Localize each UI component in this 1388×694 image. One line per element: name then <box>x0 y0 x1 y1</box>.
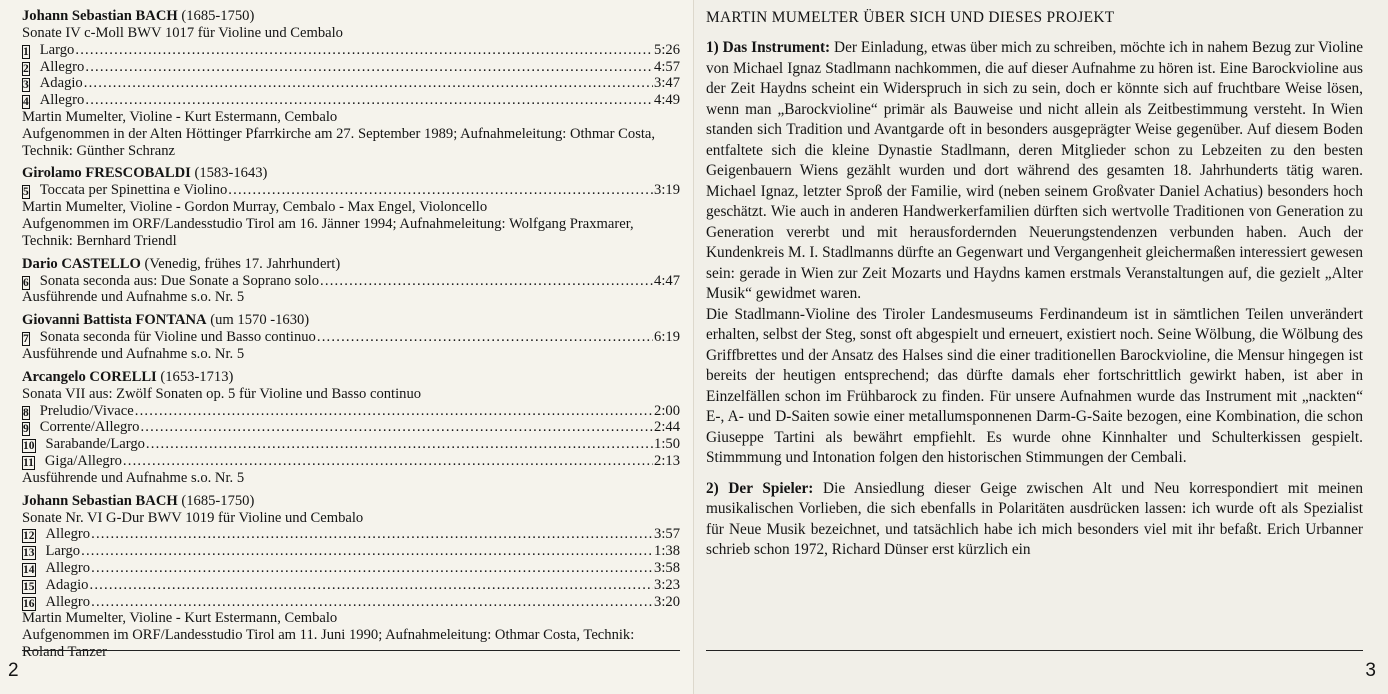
paragraph-violin-details <box>706 305 1363 469</box>
dot-leader <box>91 594 653 611</box>
dot-leader <box>123 453 653 470</box>
right-page <box>694 0 1388 694</box>
credit-line: Aufgenommen im ORF/Landesstudio Tirol am 16. Jänner 1994; Aufnahmeleitung: Wolfgang Praxmarer, Technik: Bernhard Triendl <box>22 215 634 249</box>
track-number-box: 2 <box>23 62 29 75</box>
dot-leader <box>89 577 653 594</box>
footer-rule-right <box>706 650 1363 651</box>
track-number-box: 7 <box>23 333 29 346</box>
credit-line: Ausführende und Aufnahme s.o. Nr. 5 <box>22 345 245 362</box>
track-number-box: 3 <box>23 79 29 92</box>
composer-name: Giovanni Battista FONTANA <box>22 312 207 329</box>
dot-leader <box>91 526 653 543</box>
page-number-right: 3 <box>1365 660 1376 681</box>
track-row <box>22 273 680 290</box>
track-title: Giga/Allegro <box>44 452 122 469</box>
credit-line: Martin Mumelter, Violine - Kurt Estermann, Cembalo <box>22 610 338 627</box>
paragraph-label-instrument: 1) Das Instrument: <box>706 39 831 56</box>
composer-section <box>22 165 680 249</box>
track-row <box>22 577 680 594</box>
dot-leader <box>75 42 653 59</box>
dot-leader <box>317 329 653 346</box>
composer-name: Arcangelo CORELLI <box>22 368 157 385</box>
track-row <box>22 182 680 199</box>
track-number-box: 5 <box>23 186 29 199</box>
track-number-box: 11 <box>23 456 34 469</box>
track-row <box>22 594 680 611</box>
composer-section <box>22 8 680 159</box>
track-number-box: 6 <box>23 276 29 289</box>
track-duration: 2:13 <box>654 452 680 469</box>
track-title: Allegro <box>39 92 85 109</box>
composer-dates: (Venedig, frühes 17. Jahrhundert) <box>144 255 341 272</box>
track-title: Sonata seconda aus: Due Sonate a Soprano solo <box>39 272 319 289</box>
track-row <box>22 75 680 92</box>
track-duration: 1:38 <box>654 543 680 560</box>
work-title: Sonate Nr. VI G-Dur BWV 1019 für Violine und Cembalo <box>22 509 364 526</box>
composer-section <box>22 312 680 363</box>
composer-heading <box>22 493 680 510</box>
dot-leader <box>146 436 653 453</box>
dot-leader <box>91 560 653 577</box>
composer-dates: (um 1570 -1630) <box>210 312 310 329</box>
track-row <box>22 526 680 543</box>
track-row <box>22 92 680 109</box>
credit-line: Ausführende und Aufnahme s.o. Nr. 5 <box>22 469 245 486</box>
track-duration: 4:49 <box>654 92 680 109</box>
composer-name: Johann Sebastian BACH <box>22 492 178 509</box>
composer-dates: (1685-1750) <box>181 492 255 509</box>
composer-section <box>22 256 680 307</box>
track-duration: 3:58 <box>654 559 680 576</box>
dot-leader <box>228 182 653 199</box>
credit-line: Ausführende und Aufnahme s.o. Nr. 5 <box>22 289 245 306</box>
track-number-box: 1 <box>23 45 29 58</box>
track-number-box: 13 <box>23 547 35 560</box>
essay-heading: MARTIN MUMELTER ÜBER SICH UND DIESES PROJEKT <box>706 9 1115 26</box>
track-title: Allegro <box>45 593 91 610</box>
credit-line: Aufgenommen in der Alten Höttinger Pfarrkirche am 27. September 1989; Aufnahmeleitung: Othmar Costa, Technik: Günther Schranz <box>22 125 656 159</box>
track-title: Allegro <box>45 559 91 576</box>
dot-leader <box>135 403 653 420</box>
dot-leader <box>85 92 653 109</box>
track-title: Adagio <box>39 75 83 92</box>
composer-name: Girolamo FRESCOBALDI <box>22 165 191 182</box>
composer-name: Johann Sebastian BACH <box>22 8 178 24</box>
track-title: Sarabande/Largo <box>45 436 145 453</box>
track-number-box: 14 <box>23 563 35 576</box>
track-number-box: 12 <box>23 530 35 543</box>
footer-rule-left <box>22 650 680 651</box>
track-title: Sonata seconda für Violine und Basso continuo <box>39 329 316 346</box>
credit-line: Martin Mumelter, Violine - Gordon Murray, Cembalo - Max Engel, Violoncello <box>22 199 488 216</box>
track-row <box>22 436 680 453</box>
track-duration: 3:57 <box>654 526 680 543</box>
composer-dates: (1653-1713) <box>160 368 234 385</box>
composer-dates: (1583-1643) <box>194 165 268 182</box>
page-number-left: 2 <box>8 660 19 681</box>
track-title: Corrente/Allegro <box>39 419 140 436</box>
composer-heading <box>22 369 680 386</box>
credit-line: Martin Mumelter, Violine - Kurt Estermann, Cembalo <box>22 108 338 125</box>
track-row <box>22 403 680 420</box>
track-duration: 3:19 <box>654 182 680 199</box>
track-row <box>22 560 680 577</box>
composer-heading <box>22 165 680 182</box>
paragraph-text-player: Die Ansiedlung dieser Geige zwischen Alt und Neu korrespondiert mit meinen musikalischen Vorlieben, die sich ebenfalls in Polaritäten ausdrücken lassen: ich wurde oft als Spezialist für Neue Musik bezeichnet, und tatsächlich habe ich mich besonders viel mit ihr befaßt. Erich Urbanner schrieb schon 1972, Richard Dünser erst kürzlich ein <box>706 479 1364 558</box>
track-number-box: 16 <box>23 597 35 610</box>
paragraph-player <box>706 479 1363 561</box>
essay <box>706 8 1363 561</box>
work-title: Sonate IV c-Moll BWV 1017 für Violine und Cembalo <box>22 25 343 41</box>
composer-heading <box>22 8 680 25</box>
credit-line: Aufgenommen im ORF/Landesstudio Tirol am 11. Juni 1990; Aufnahmeleitung: Othmar Costa, Technik: Roland Tanzer <box>22 627 635 660</box>
track-number-box: 9 <box>23 423 29 436</box>
track-duration: 3:23 <box>654 576 680 593</box>
track-title: Largo <box>39 41 75 58</box>
track-number-box: 10 <box>23 440 35 453</box>
track-listing <box>22 8 680 661</box>
paragraph-text-instrument: Der Einladung, etwas über mich zu schreiben, möchte ich in nahem Bezug zur Violine von Michael Ignaz Stadlmann nachkommen, die auf dieser Aufnahme zu hören ist. Eine Barockvioline aus der Zeit Haydns scheint ein Widerspruch in sich zu sein, doch er könnte sich auf fruchtbare Weise lösen, wenn man „Barockvioline“ primär als Bauweise und nicht allein als Zeitbestimmung versteht. In Wien standen sich Tradition und Avantgarde oft in besonders ausgeprägter Weise gegenüber. Auf diesem Boden entfaltete sich die kleine Dynastie Stadlmann, deren Mitglieder schon zu Lebzeiten zu den besten Geigenbauern Wiens gezählt wurden und dort während des gesamten 18. Jahrhunderts tätig waren. Michael Ignaz, letzter Sproß der Familie, wird (neben seinem Großvater Daniel Achatius) besonders hoch geschätzt. Wie auch in anderen Handwerkerfamilien dürften sich wertvolle Traditionen von Generation zu Generation vererbt und mit herausfordernden Neuerungstendenzen verbunden haben. Auch der Kundenkreis M. I. Stadlmanns dürfte an Gegenwart und Vergangenheit gleichermaßen interessiert gewesen sein: gerade in Wien zur Zeit Mozarts und Haydns kamen erstmals Veranstaltungen auf, die gezielt „Alter Musik“ gewidmet waren. <box>706 39 1364 302</box>
track-duration: 3:47 <box>654 75 680 92</box>
paragraph-instrument <box>706 38 1363 305</box>
track-duration: 1:50 <box>654 436 680 453</box>
track-title: Largo <box>45 543 81 560</box>
track-row <box>22 543 680 560</box>
track-duration: 4:47 <box>654 272 680 289</box>
track-title: Adagio <box>45 576 89 593</box>
dot-leader <box>320 273 653 290</box>
track-row <box>22 419 680 436</box>
track-number-box: 15 <box>23 580 35 593</box>
track-duration: 6:19 <box>654 329 680 346</box>
track-row <box>22 329 680 346</box>
composer-dates: (1685-1750) <box>181 8 255 24</box>
track-number-box: 4 <box>23 96 29 109</box>
composer-section <box>22 493 680 661</box>
track-number-box: 8 <box>23 406 29 419</box>
paragraph-text-violin-details: Die Stadlmann-Violine des Tiroler Landesmuseums Ferdinandeum ist in sämtlichen Teilen unverändert erhalten, selbst der Steg, sonst oft abgespielt und erneuert, existiert noch. Seine Wölbung, die Wölbung des Griffbrettes und der Ansatz des Halses sind die einer traditionellen Barockvioline, die Mensur hingegen ist bereits der heutigen entsprechend; das dürfte damals eher fortschrittlich gewirkt haben, ist aber in Einzelfällen schon im Frühbarock zu finden. Für unsere Aufnahmen wurde das Instrument mit „nackten“ E-, A- und D-Saiten sowie einer metallumsponnenen Darm-G-Saite bezogen, eine Kombination, die schon Giuseppe Tartini als bewährt empfiehlt. Es wurde ohne Kinnhalter und Schulterkissen gespielt. Stimmmung und Intonation folgen den historischen Stimmungen der Cembali. <box>706 305 1363 466</box>
track-row <box>22 42 680 59</box>
track-duration: 2:44 <box>654 419 680 436</box>
composer-heading <box>22 312 680 329</box>
dot-leader <box>81 543 653 560</box>
dot-leader <box>85 59 653 76</box>
composer-name: Dario CASTELLO <box>22 255 141 272</box>
track-row <box>22 453 680 470</box>
track-title: Preludio/Vivace <box>39 402 134 419</box>
dot-leader <box>84 75 653 92</box>
track-duration: 3:20 <box>654 593 680 610</box>
track-row <box>22 59 680 76</box>
composer-heading <box>22 256 680 273</box>
composer-section <box>22 369 680 487</box>
track-duration: 5:26 <box>654 41 680 58</box>
track-title: Toccata per Spinettina e Violino <box>39 182 228 199</box>
track-duration: 2:00 <box>654 402 680 419</box>
track-duration: 4:57 <box>654 58 680 75</box>
track-title: Allegro <box>39 58 85 75</box>
work-title: Sonata VII aus: Zwölf Sonaten op. 5 für Violine und Basso continuo <box>22 385 422 402</box>
track-title: Allegro <box>45 526 91 543</box>
paragraph-label-player: 2) Der Spieler: <box>706 479 814 497</box>
dot-leader <box>140 419 653 436</box>
